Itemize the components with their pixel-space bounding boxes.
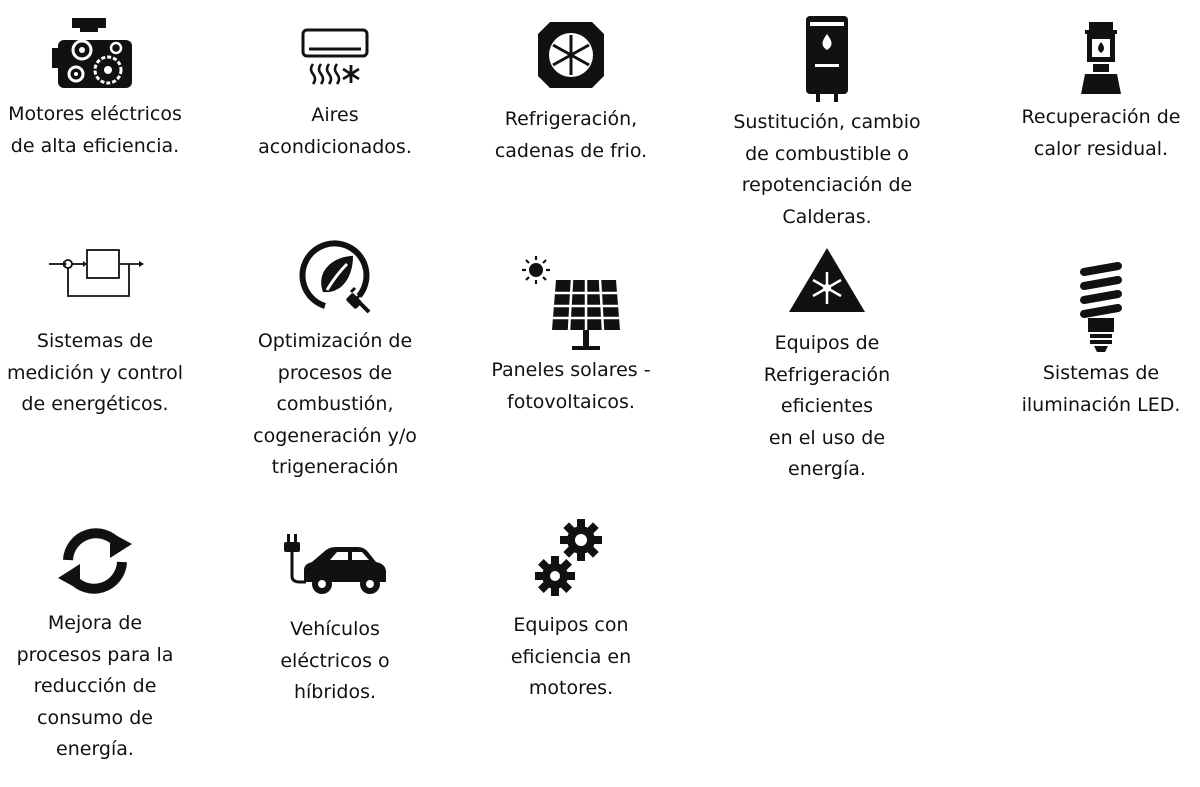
item-solar-panels — [476, 254, 666, 418]
item-label: Mejora de procesos para la reducción de consumo de energía. — [16, 612, 174, 760]
boiler-icon — [802, 14, 852, 104]
item-boilers — [732, 14, 922, 233]
eco-leaf-plug-icon — [295, 238, 375, 318]
sun-icon — [522, 256, 550, 284]
item-process-improvement — [0, 522, 190, 766]
item-label: Equipos con eficiencia en motores. — [510, 614, 632, 699]
item-label: Sustitución, cambio de combustible o repotenciación de Calderas. — [733, 111, 921, 228]
refrigeration-snowflake-icon — [536, 20, 606, 90]
item-label: Motores eléctricos de alta eficiencia. — [8, 103, 182, 157]
led-bulb-icon — [1074, 262, 1128, 356]
snow-warning-icon — [787, 244, 867, 316]
solar-panel-icon — [516, 254, 626, 356]
electric-motor-icon — [50, 14, 140, 94]
item-label: Refrigeración, cadenas de frio. — [494, 108, 648, 162]
item-heat-recovery — [1006, 18, 1196, 165]
item-label: Paneles solares - fotovoltaicos. — [491, 359, 651, 413]
item-electric-motors — [0, 14, 190, 162]
item-combustion-optimization — [240, 238, 430, 484]
air-conditioner-icon — [299, 24, 371, 90]
electric-car-icon — [280, 530, 390, 600]
item-measurement-control — [0, 246, 190, 421]
refresh-arrows-icon — [52, 522, 138, 600]
item-label: Sistemas de iluminación LED. — [1021, 362, 1181, 416]
item-air-conditioners — [240, 24, 430, 163]
item-efficient-refrigeration — [732, 244, 922, 486]
item-refrigeration — [476, 20, 666, 167]
item-electric-vehicles — [240, 530, 430, 709]
item-label: Aires acondicionados. — [258, 104, 412, 158]
lantern-heat-icon — [1075, 18, 1127, 98]
item-label: Optimización de procesos de combustión, cogeneración y/o trigeneración — [253, 330, 417, 478]
item-label: Sistemas de medición y control de energéticos. — [6, 330, 184, 415]
item-label: Equipos de Refrigeración eficientes en el uso de energía. — [763, 332, 891, 480]
item-led-lighting — [1006, 262, 1196, 421]
gears-icon — [535, 516, 607, 600]
control-loop-diagram-icon — [45, 246, 145, 302]
item-label: Vehículos eléctricos o híbridos. — [280, 618, 390, 703]
item-motor-efficiency — [476, 516, 666, 705]
item-label: Recuperación de calor residual. — [1021, 106, 1181, 160]
